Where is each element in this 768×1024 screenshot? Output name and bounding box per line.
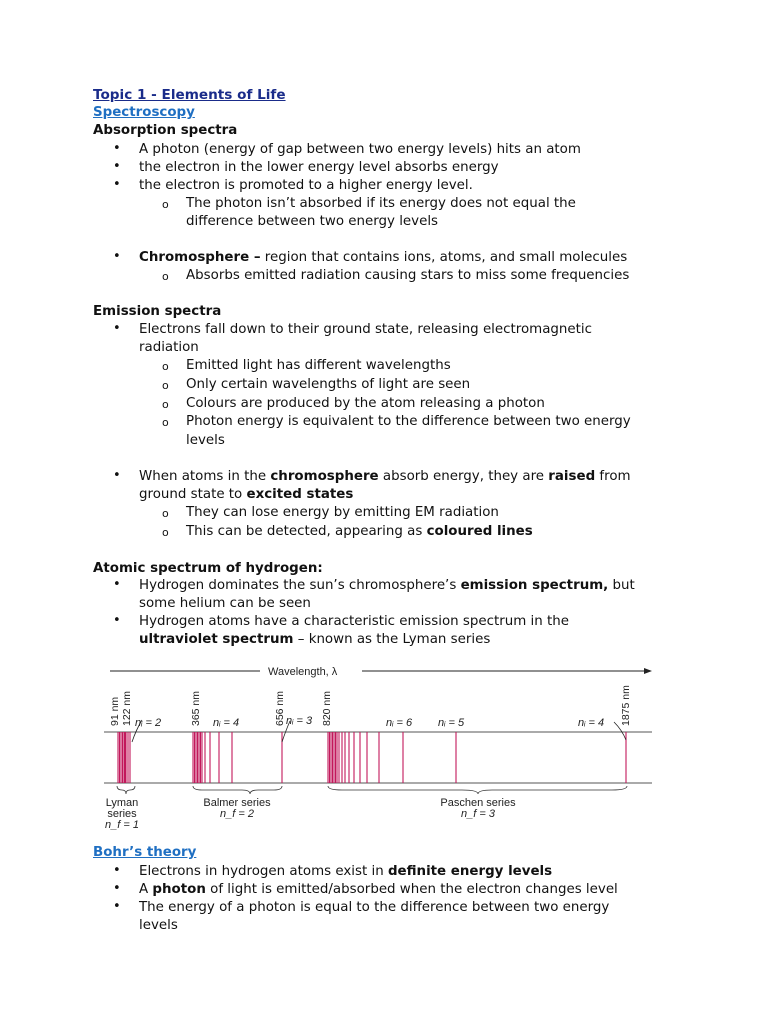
hydrogen-heading: Atomic spectrum of hydrogen: — [93, 561, 323, 576]
sub-list-item — [186, 523, 533, 541]
spectral-lines — [118, 732, 626, 783]
tick-label-1875: 1875 nm — [620, 685, 632, 726]
bold-run: excited states — [246, 487, 354, 502]
sub-list-item: Absorbs emitted radiation causing stars to miss some frequencies — [186, 268, 630, 283]
ni-label: nᵢ = 6 — [386, 717, 413, 729]
list-item-cont — [139, 486, 353, 504]
tick-label-820: 820 nm — [321, 690, 333, 726]
bullet-dot: • — [113, 577, 121, 592]
emission-heading: Emission spectra — [93, 304, 222, 319]
bold-run: definite energy levels — [387, 864, 553, 879]
sub-bullet: o — [162, 379, 169, 392]
list-item-cont — [139, 631, 490, 649]
sub-list-item-cont: difference between two energy levels — [186, 214, 439, 229]
bullet-dot: • — [113, 899, 121, 914]
ni-label: nᵢ = 4 — [213, 717, 240, 729]
tick-label-365: 365 nm — [190, 690, 202, 726]
bullet-dot: • — [113, 249, 121, 264]
sub-bullet: o — [162, 360, 169, 373]
text-run: Hydrogen dominates the sun’s chromosphere’s — [139, 578, 461, 593]
text-run: When atoms in the — [139, 469, 271, 484]
text-run: from — [595, 469, 631, 484]
wavelength-arrow-icon — [644, 668, 652, 674]
bold-run: raised — [548, 469, 596, 484]
list-item — [139, 249, 627, 267]
list-item-cont: radiation — [139, 340, 199, 355]
text-run: of light is emitted/absorbed when the electron changes level — [205, 882, 618, 897]
text-run: Electrons in hydrogen atoms exist in — [139, 864, 388, 879]
list-item: Hydrogen atoms have a characteristic emission spectrum in the — [139, 614, 569, 629]
text-run: but — [608, 578, 635, 593]
bold-run: ultraviolet spectrum — [139, 632, 294, 647]
sub-list-item: Only certain wavelengths of light are seen — [186, 377, 471, 392]
sub-bullet: o — [162, 398, 169, 411]
bullet-dot: • — [113, 863, 121, 878]
sub-list-item: Emitted light has different wavelengths — [186, 358, 451, 373]
bullet-dot: • — [113, 468, 121, 483]
series-label-lyman-2: series — [107, 808, 137, 820]
bold-run: emission spectrum, — [460, 578, 609, 593]
tick-label-122: 122 nm — [121, 690, 133, 726]
nf-label: n_f = 3 — [461, 808, 495, 820]
sub-bullet: o — [162, 270, 169, 283]
series-label-paschen: Paschen series — [440, 797, 516, 809]
list-item: Electrons fall down to their ground state, releasing electromagnetic — [139, 322, 592, 337]
bullet-dot: • — [113, 159, 121, 174]
ni-label: nᵢ = 4 — [578, 717, 605, 729]
sub-list-item: The photon isn’t absorbed if its energy does not equal the — [186, 196, 576, 211]
bullet-dot: • — [113, 177, 121, 192]
bohr-heading: Bohr’s theory — [93, 845, 197, 860]
sub-bullet: o — [162, 526, 169, 539]
series-label-balmer: Balmer series — [203, 797, 271, 809]
text-run: absorb energy, they are — [378, 469, 549, 484]
chromosphere-def: region that contains ions, atoms, and small molecules — [260, 250, 628, 265]
lyman-brace — [117, 786, 135, 794]
absorption-heading: Absorption spectra — [93, 123, 238, 138]
bullet-dot: • — [113, 321, 121, 336]
list-item — [139, 863, 552, 881]
sub-list-item: Photon energy is equivalent to the difference between two energy — [186, 414, 631, 429]
bullet-dot: • — [113, 613, 121, 628]
list-item: A photon (energy of gap between two energy levels) hits an atom — [139, 142, 581, 157]
sub-bullet: o — [162, 507, 169, 520]
wavelength-label: Wavelength, λ — [268, 666, 338, 678]
ni-label: nᵢ = 5 — [438, 717, 465, 729]
list-item — [139, 881, 618, 899]
bold-run: photon — [152, 882, 206, 897]
list-item-cont: some helium can be seen — [139, 596, 311, 611]
hydrogen-spectrum-diagram — [92, 660, 660, 832]
bold-run: chromosphere — [270, 469, 379, 484]
list-item — [139, 468, 631, 486]
sub-bullet: o — [162, 416, 169, 429]
chromosphere-term: Chromosphere – — [139, 250, 261, 265]
page-title: Topic 1 - Elements of Life — [93, 87, 286, 103]
text-run: This can be detected, appearing as — [186, 524, 427, 539]
tick-label-91: 91 nm — [109, 696, 121, 726]
text-run: ground state to — [139, 487, 247, 502]
sub-list-item-cont: levels — [186, 433, 225, 448]
list-item: the electron in the lower energy level absorbs energy — [139, 160, 499, 175]
balmer-brace — [193, 786, 282, 794]
tick-label-656: 656 nm — [274, 690, 286, 726]
bold-run: coloured lines — [426, 524, 533, 539]
bullet-dot: • — [113, 881, 121, 896]
list-item: the electron is promoted to a higher energy level. — [139, 178, 473, 193]
sub-list-item: Colours are produced by the atom releasing a photon — [186, 396, 545, 411]
paschen-brace — [328, 786, 627, 794]
sub-list-item: They can lose energy by emitting EM radiation — [186, 505, 499, 520]
nf-label: n_f = 2 — [220, 808, 254, 820]
list-item: The energy of a photon is equal to the difference between two energy — [139, 900, 610, 915]
series-label-lyman: Lyman — [105, 797, 139, 809]
ni-label: nᵢ = 3 — [286, 715, 313, 727]
sub-bullet: o — [162, 198, 169, 211]
ni-label: nᵢ = 2 — [135, 717, 162, 729]
nf-label: n_f = 1 — [105, 819, 139, 831]
text-run: – known as the Lyman series — [293, 632, 491, 647]
list-item-cont: levels — [139, 918, 178, 933]
spectroscopy-heading: Spectroscopy — [93, 105, 195, 120]
text-run: A — [139, 882, 153, 897]
list-item — [139, 577, 635, 595]
bullet-dot: • — [113, 141, 121, 156]
